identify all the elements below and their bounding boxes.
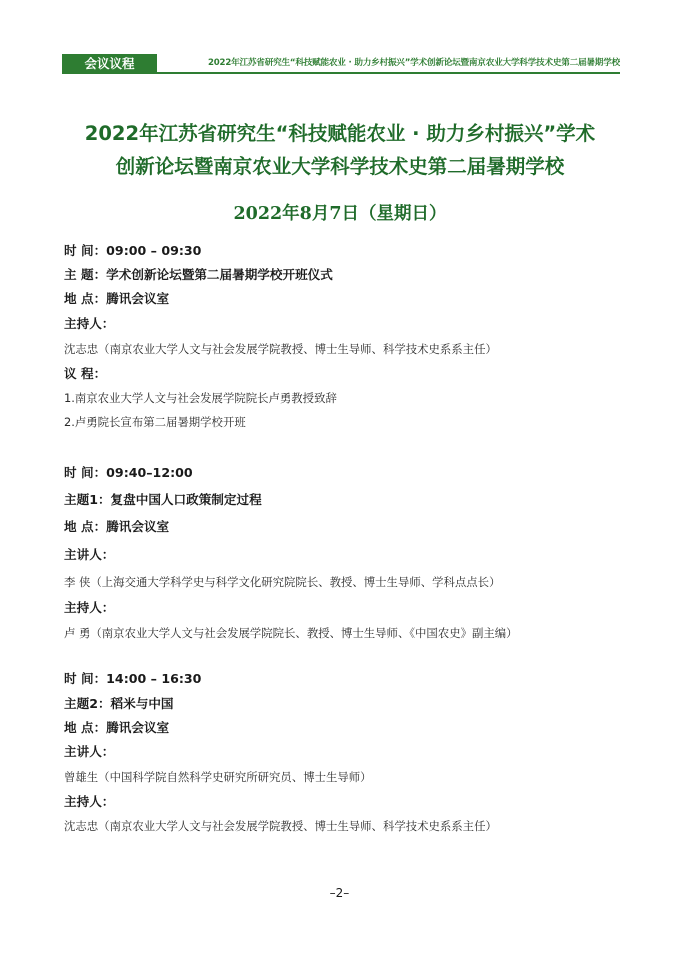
session1-topic: 主 题：学术创新论坛暨第二届暑期学校开班仪式 — [64, 267, 333, 282]
session2-place: 地 点：腾讯会议室 — [64, 519, 170, 534]
session1-place: 地 点：腾讯会议室 — [64, 291, 170, 306]
session3-time: 时 间：14:00 – 16:30 — [64, 671, 202, 686]
session1-agenda-label: 议 程： — [64, 366, 107, 381]
session3-topic: 主题2：稻米与中国 — [64, 696, 174, 711]
page-number: –2– — [329, 886, 350, 900]
session3-host-label: 主持人： — [64, 794, 115, 809]
session3-speaker: 曾雄生（中国科学院自然科学史研究所研究员、博士生导师） — [64, 770, 372, 784]
running-header-title: 2022年江苏省研究生“科技赋能农业 · 助力乡村振兴”学术创新论坛暨南京农业大学科学技术史第二届暑期学校 — [208, 58, 620, 68]
session2-speaker: 李 侠（上海交通大学科学史与科学文化研究院院长、教授、博士生导师、学科点点长） — [64, 575, 501, 589]
document-title-line-2: 创新论坛暨南京农业大学科学技术史第二届暑期学校 — [115, 155, 565, 178]
session1-host: 沈志忠（南京农业大学人文与社会发展学院教授、博士生导师、科学技术史系系主任） — [64, 342, 497, 356]
date-heading: 2022年8月7日（星期日） — [233, 204, 447, 224]
section-tag: 会议议程 — [62, 54, 157, 74]
session2-time: 时 间：09:40–12:00 — [64, 465, 193, 480]
session2-host-label: 主持人： — [64, 600, 115, 615]
session1-agenda-item-2: 2.卢勇院长宣布第二届暑期学校开班 — [64, 415, 246, 429]
session1-time: 时 间：09:00 – 09:30 — [64, 243, 202, 258]
header-divider — [157, 72, 620, 74]
session2-speaker-label: 主讲人： — [64, 547, 115, 562]
session3-place: 地 点：腾讯会议室 — [64, 720, 170, 735]
session1-host-label: 主持人： — [64, 316, 115, 331]
session2-host: 卢 勇（南京农业大学人文与社会发展学院院长、教授、博士生导师、《中国农史》副主编） — [64, 626, 518, 640]
session2-topic: 主题1：复盘中国人口政策制定过程 — [64, 492, 262, 507]
session1-agenda-item-1: 1.南京农业大学人文与社会发展学院院长卢勇教授致辞 — [64, 391, 337, 405]
session3-speaker-label: 主讲人： — [64, 744, 115, 759]
session3-host: 沈志忠（南京农业大学人文与社会发展学院教授、博士生导师、科学技术史系系主任） — [64, 819, 497, 833]
running-header — [62, 54, 620, 74]
document-title-line-1: 2022年江苏省研究生“科技赋能农业 · 助力乡村振兴”学术 — [84, 122, 596, 145]
